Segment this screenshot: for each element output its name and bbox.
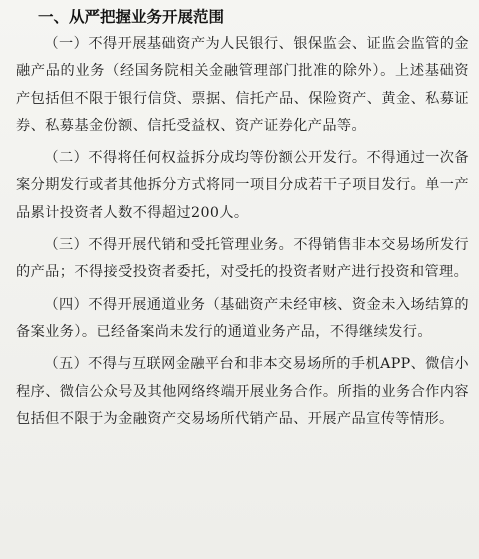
paragraph-4: （四）不得开展通道业务（基础资产未经审核、资金未入场结算的备案业务）。已经备案尚未发行的通道业务产品，不得继续发行。 xyxy=(16,296,469,340)
section-heading: 一、从严把握业务开展范围 xyxy=(38,8,225,26)
paragraph-2: （二）不得将任何权益拆分成均等份额公开发行。不得通过一次备案分期发行或者其他拆分方式将同一项目分成若干子项目发行。单一产品累计投资者人数不得超过200人。 xyxy=(16,150,469,221)
paragraph-3: （三）不得开展代销和受托管理业务。不得销售非本交易场所发行的产品；不得接受投资者委托，对受托的投资者财产进行投资和管理。 xyxy=(16,237,469,281)
paragraph-5: （五）不得与互联网金融平台和非本交易场所的手机APP、微信小程序、微信公众号及其他网络终端开展业务合作。所指的业务合作内容包括但不限于为金融资产交易场所代销产品、开展产品宣传等情形。 xyxy=(16,356,469,427)
paragraph-1: （一）不得开展基础资产为人民银行、银保监会、证监会监管的金融产品的业务（经国务院相关金融管理部门批准的除外）。上述基础资产包括但不限于银行信贷、票据、信托产品、保险资产、黄金、私募证券、私募基金份额、信托受益权、资产证券化产品等。 xyxy=(16,36,469,134)
